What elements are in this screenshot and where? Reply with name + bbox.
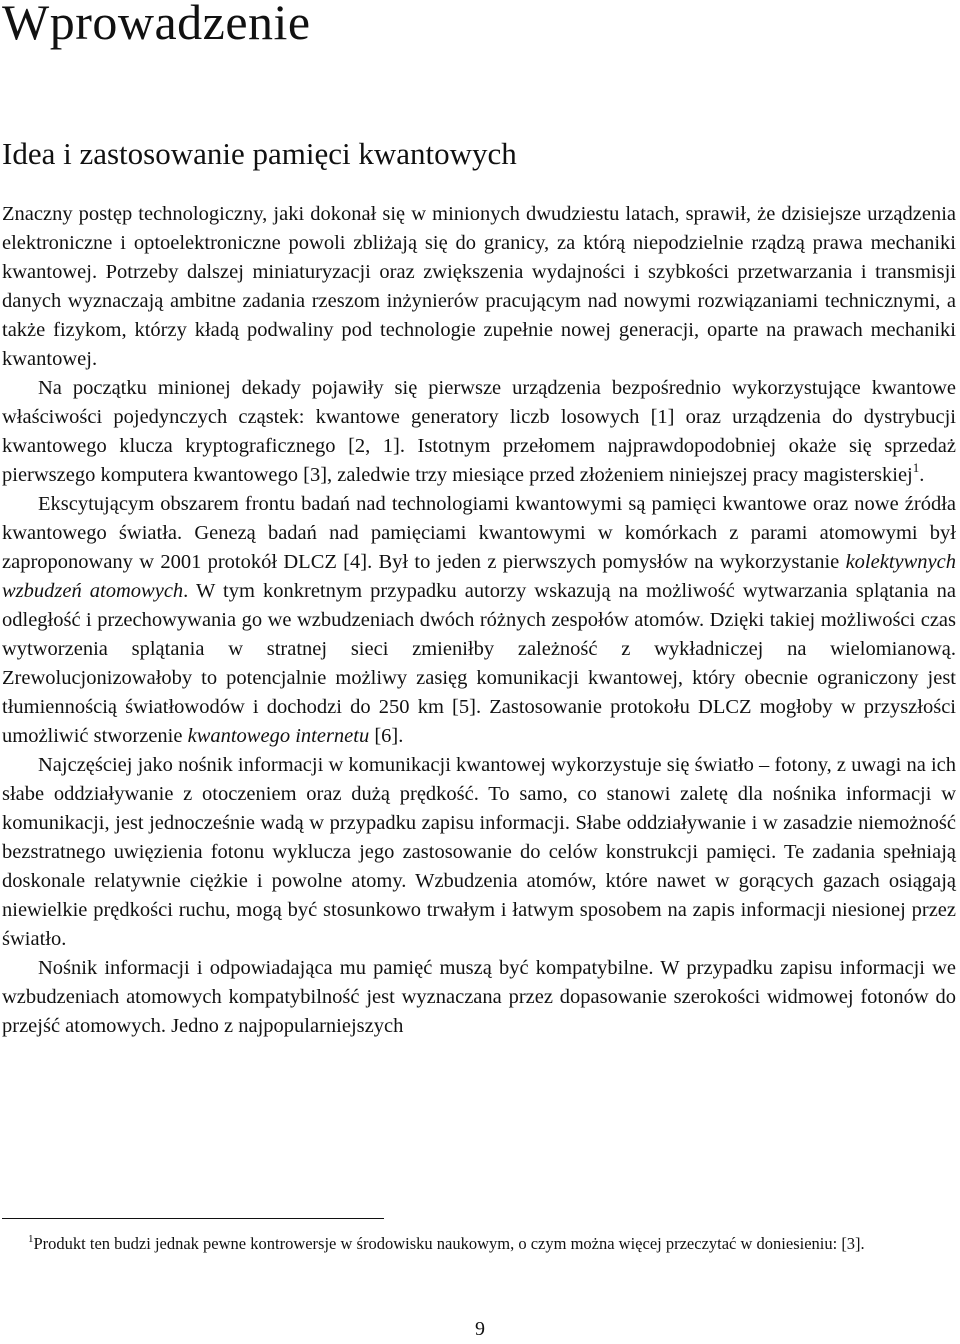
paragraph-4 bbox=[2, 751, 956, 954]
paragraph-5-text: Nośnik informacji i odpowiadająca mu pamięć muszą być kompatybilne. W przypadku zapisu informacji we wzbudzeniach atomowych kompatybilność jest wyznaczana przez dopasowanie szerokości widmowej fotonów do przejść atomowych. Jedno z najpopularniejszych bbox=[2, 957, 956, 1037]
body-text bbox=[2, 200, 956, 1041]
footnote-mark: 1 bbox=[28, 1233, 34, 1245]
section-title: Idea i zastosowanie pamięci kwantowych bbox=[2, 136, 517, 171]
footnote-reference[interactable]: 1 bbox=[912, 460, 920, 475]
paragraph-3 bbox=[2, 490, 956, 751]
paragraph-1 bbox=[2, 200, 956, 374]
paragraph-3-text-b: . W tym konkretnym przypadku autorzy wskazują na możliwość wytwarzania splątania na odległość i przechowywania go we wzbudzeniach dwóch różnych zespołów atomów. Dzięki takiej możliwości czas wytworzenia splątania w stratnej sieci zmieniłby zależność z wykładniczej na wielomianową. Zrewolucjonizowałoby to potencjalnie możliwy zasięg komunikacji kwantowej, który obecnie ograniczony jest tłumiennością światłowodów i dochodzi do 250 km [5]. Zastosowanie protokołu DLCZ mogłoby w przyszłości umożliwić stworzenie bbox=[2, 580, 956, 747]
paragraph-5 bbox=[2, 954, 956, 1041]
footnote bbox=[2, 1232, 956, 1256]
chapter-title: Wprowadzenie bbox=[2, 0, 311, 50]
emphasis-collective-excitations: kolektywnych wzbudzeń atomowych bbox=[2, 551, 956, 602]
footnote-text: Produkt ten budzi jednak pewne kontrowersje w środowisku naukowym, o czym można więcej przeczytać w doniesieniu: [3]. bbox=[33, 1234, 865, 1253]
footnote-divider bbox=[2, 1218, 384, 1219]
paragraph-1-text: Znaczny postęp technologiczny, jaki dokonał się w minionych dwudziestu latach, sprawił, że dzisiejsze urządzenia elektroniczne i optoelektroniczne powoli zbliżają się do granicy, za którą niepodzielnie rządzą prawa mechaniki kwantowej. Potrzeby dalszej miniaturyzacji oraz zwiększenia wydajności i szybkości przetwarzania i transmisji danych wyznaczają ambitne zadania rzeszom inżynierów pracującym nad nowymi rozwiązaniami technicznymi, a także fizykom, którzy kładą podwaliny pod technologie zupełnie nowej generacji, oparte na prawach mechaniki kwantowej. bbox=[2, 203, 956, 370]
paragraph-2-end: . bbox=[919, 464, 925, 486]
paragraph-2 bbox=[2, 374, 956, 490]
page-number: 9 bbox=[475, 1318, 485, 1340]
paragraph-3-text-c: [6]. bbox=[369, 725, 404, 747]
paragraph-3-text-a: Ekscytującym obszarem frontu badań nad technologiami kwantowymi są pamięci kwantowe oraz nowe źródła kwantowego światła. Genezą badań nad pamięciami kwantowymi w komórkach z parami atomowymi był zaproponowany w 2001 protokół DLCZ [4]. Był to jeden z pierwszych pomysłów na wykorzystanie bbox=[2, 493, 956, 573]
emphasis-quantum-internet: kwantowego internetu bbox=[187, 725, 370, 747]
paragraph-4-text: Najczęściej jako nośnik informacji w komunikacji kwantowej wykorzystuje się światło – fotony, z uwagi na ich słabe oddziaływanie z otoczeniem oraz dużą prędkość. To samo, co stanowi zaletę dla nośnika informacji w komunikacji, jest jednocześnie wadą w przypadku zapisu informacji. Słabe oddziaływanie i w zasadzie niemożność bezstratnego uwięzienia fotonu wyklucza jego zastosowanie do celów konstrukcji pamięci. Te zadania spełniają doskonale relatywnie ciężkie i powolne atomy. Wzbudzenia atomów, które nawet w gorących gazach osiągają niewielkie prędkości ruchu, mogą być stosunkowo trwałym i łatwym sposobem na zapis informacji niesionej przez światło. bbox=[2, 754, 956, 950]
paragraph-2-text: Na początku minionej dekady pojawiły się pierwsze urządzenia bezpośrednio wykorzystujące kwantowe właściwości pojedynczych cząstek: kwantowe generatory liczb losowych [1] oraz urządzenia do dystrybucji kwantowego klucza kryptograficznego [2, 1]. Istotnym przełomem najprawdopodobniej okaże się sprzedaż pierwszego komputera kwantowego [3], zaledwie trzy miesiące przed złożeniem niniejszej pracy magisterskiej bbox=[2, 377, 956, 486]
